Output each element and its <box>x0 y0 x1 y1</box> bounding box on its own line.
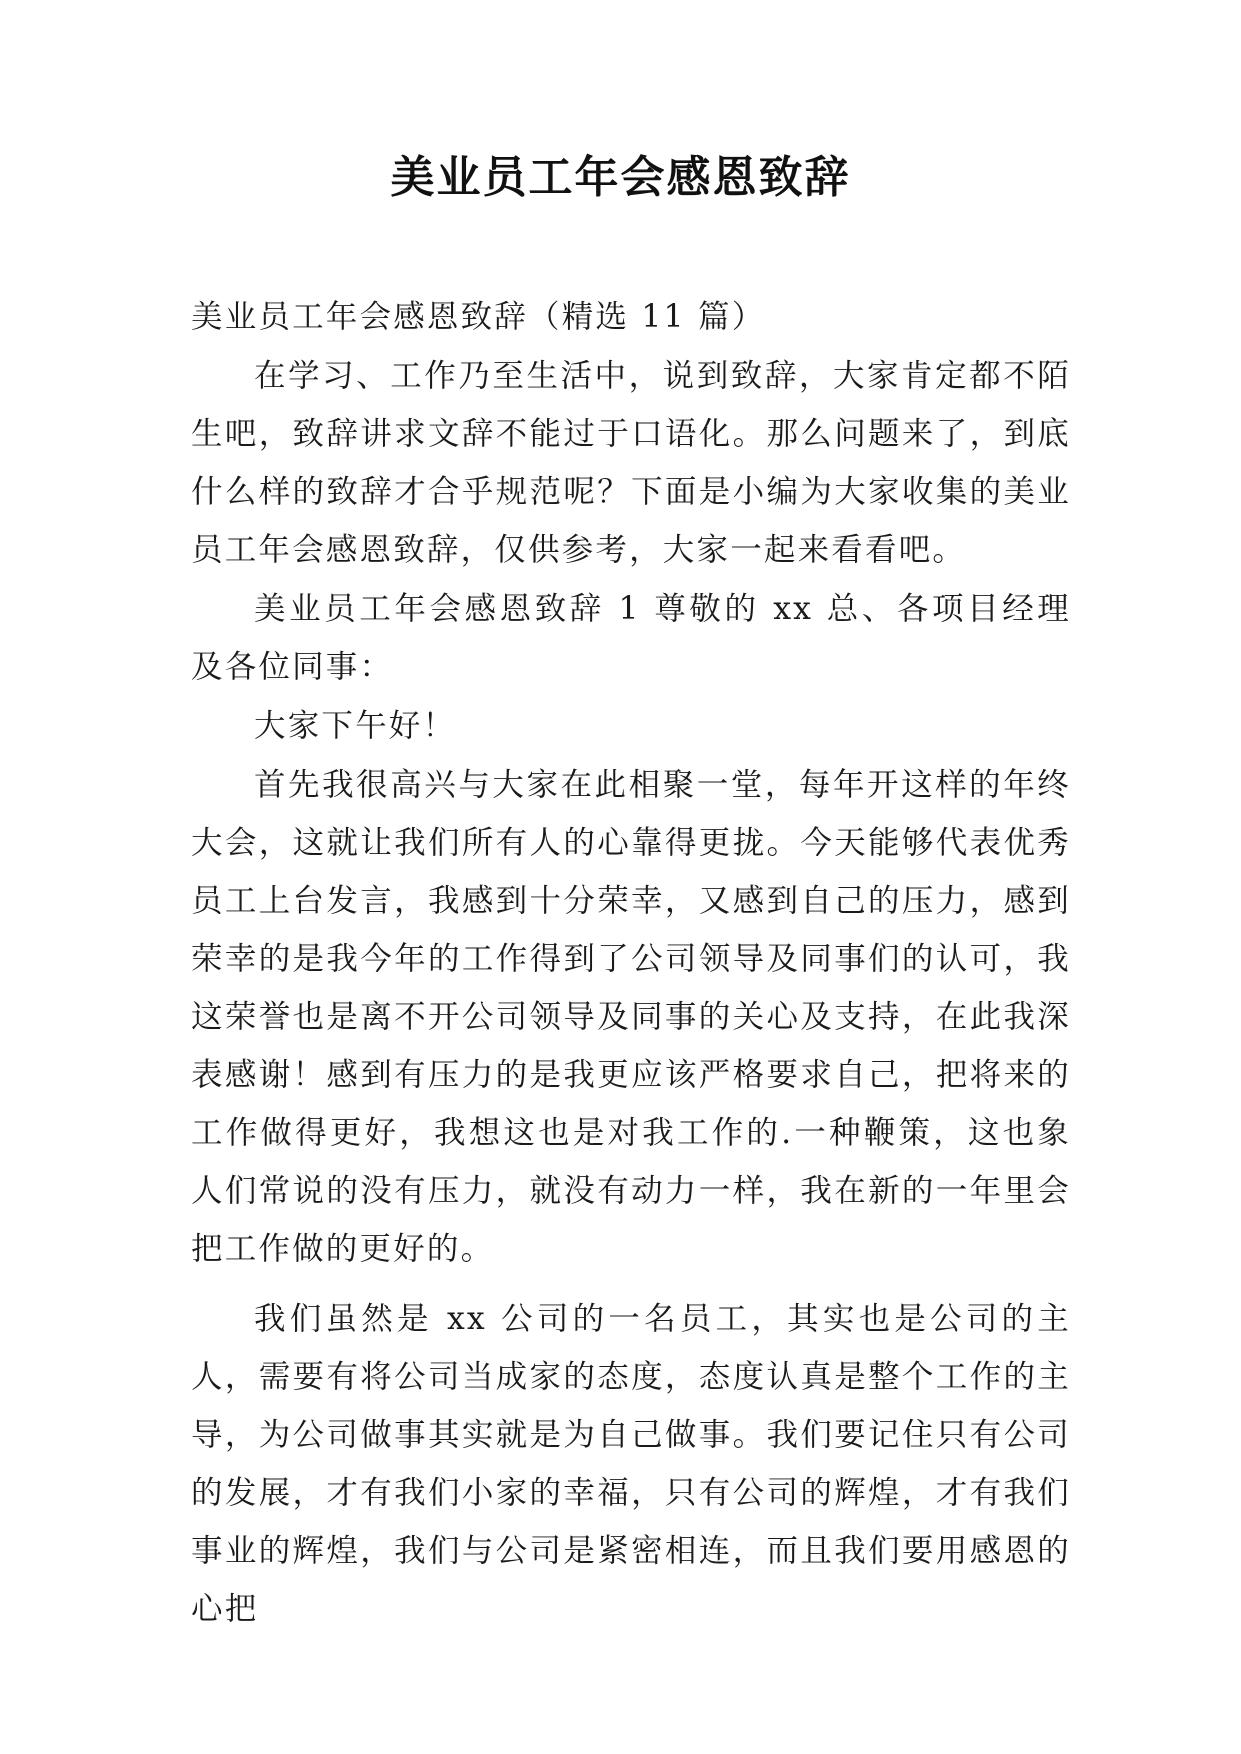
body-paragraph: 我们虽然是 xx 公司的一名员工，其实也是公司的主人，需要有将公司当成家的态度，态度认真是整个工作的主导，为公司做事其实就是为自己做事。我们要记住只有公司的发展，才有我们小家的幸福，只有公司的辉煌，才有我们事业的辉煌，我们与公司是紧密相连，而且我们要用感恩的心把 <box>191 1301 1071 1627</box>
salutation-paragraph: 美业员工年会感恩致辞 1 尊敬的 xx 总、各项目经理及各位同事： <box>191 591 1071 685</box>
document-title: 美业员工年会感恩致辞 <box>390 152 851 203</box>
document-body <box>191 288 1071 1639</box>
subtitle-paragraph: 美业员工年会感恩致辞（精选 11 篇） <box>191 299 766 335</box>
greeting-paragraph: 大家下午好！ <box>254 708 457 744</box>
intro-paragraph: 在学习、工作乃至生活中，说到致辞，大家肯定都不陌生吧，致辞讲求文辞不能过于口语化。那么问题来了，到底什么样的致辞才合乎规范呢？下面是小编为大家收集的美业员工年会感恩致辞，仅供参考，大家一起来看看吧。 <box>191 358 1071 568</box>
body-paragraph: 首先我很高兴与大家在此相聚一堂，每年开这样的年终大会，这就让我们所有人的心靠得更拢。今天能够代表优秀员工上台发言，我感到十分荣幸，又感到自己的压力，感到荣幸的是我今年的工作得到了公司领导及同事们的认可，我这荣誉也是离不开公司领导及同事的关心及支持，在此我深表感谢！感到有压力的是我更应该严格要求自己，把将来的工作做得更好，我想这也是对我工作的.一种鞭策，这也象人们常说的没有压力，就没有动力一样，我在新的一年里会把工作做的更好的。 <box>191 767 1071 1267</box>
